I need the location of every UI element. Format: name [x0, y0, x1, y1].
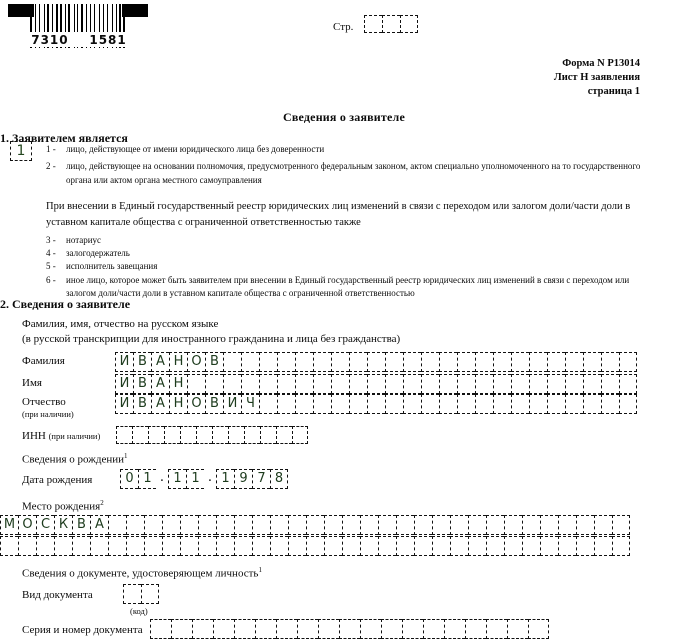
input-cell[interactable]: А [151, 352, 169, 372]
input-cell[interactable] [450, 515, 468, 535]
input-cell[interactable] [583, 374, 601, 394]
input-cell[interactable] [295, 394, 313, 414]
option-5-text[interactable]: исполнитель завещания [66, 261, 158, 271]
birthplace-label-text: Место рождения [22, 500, 101, 513]
input-cell[interactable] [90, 536, 108, 556]
input-cell[interactable] [367, 394, 385, 414]
input-cell[interactable] [306, 515, 324, 535]
input-cell[interactable] [507, 619, 528, 639]
input-cell[interactable] [486, 619, 507, 639]
input-cell[interactable] [144, 536, 162, 556]
input-cell[interactable] [54, 536, 72, 556]
input-cell[interactable] [576, 515, 594, 535]
input-cell[interactable] [493, 352, 511, 372]
doc-type-input[interactable] [123, 584, 159, 604]
input-cell[interactable] [385, 394, 403, 414]
barcode-digits-left: 7310 [31, 33, 69, 47]
input-cell[interactable] [522, 536, 540, 556]
input-cell[interactable] [276, 619, 297, 639]
input-cell[interactable] [141, 584, 159, 604]
input-cell[interactable] [414, 515, 432, 535]
input-cell[interactable] [432, 515, 450, 535]
input-cell[interactable] [213, 619, 234, 639]
input-cell[interactable] [423, 619, 444, 639]
doc-series-input[interactable] [150, 619, 549, 639]
date-cell[interactable]: 7 [252, 469, 270, 489]
input-cell[interactable]: И [115, 394, 133, 414]
input-cell[interactable] [565, 374, 583, 394]
fio-note-line2: (в русской транскрипции для иностранного гражданина и лица без гражданства) [22, 333, 401, 345]
input-cell[interactable] [468, 515, 486, 535]
input-cell[interactable] [342, 536, 360, 556]
input-cell[interactable] [288, 536, 306, 556]
inn-sub-label: (при наличии) [48, 431, 101, 441]
form-page-number: страница 1 [587, 86, 640, 97]
input-cell[interactable] [486, 515, 504, 535]
inn-input[interactable] [116, 426, 308, 444]
birthplace-input-line1[interactable] [0, 515, 630, 535]
date-separator: . [207, 470, 213, 485]
doc-section-footnote: 1 [258, 566, 262, 574]
input-cell[interactable] [475, 352, 493, 372]
input-cell[interactable] [234, 515, 252, 535]
input-cell[interactable] [212, 426, 228, 444]
patronymic-label: Отчество [22, 396, 66, 408]
input-cell[interactable]: Н [169, 374, 187, 394]
input-cell[interactable] [619, 394, 637, 414]
input-cell[interactable]: О [187, 394, 205, 414]
input-cell[interactable]: К [54, 515, 72, 535]
input-cell[interactable] [529, 352, 547, 372]
input-cell[interactable] [162, 536, 180, 556]
option-1-num: 1 - [46, 144, 56, 154]
input-cell[interactable] [529, 374, 547, 394]
input-cell[interactable] [403, 394, 421, 414]
input-cell[interactable] [465, 619, 486, 639]
input-cell[interactable] [594, 515, 612, 535]
doc-section-label-text: Сведения о документе, удостоверяющем личность [22, 567, 259, 580]
input-cell[interactable] [349, 394, 367, 414]
birthdate-label: Дата рождения [22, 474, 93, 486]
input-cell[interactable]: А [90, 515, 108, 535]
input-cell[interactable] [228, 426, 244, 444]
doc-series-label: Серия и номер документа [22, 624, 143, 636]
form-sheet: Лист Н заявления [553, 72, 640, 83]
input-cell[interactable]: Н [169, 352, 187, 372]
input-cell[interactable] [475, 394, 493, 414]
input-cell[interactable] [439, 374, 457, 394]
input-cell[interactable] [403, 352, 421, 372]
option-2-text-cont: органа или актом органа местного самоуправления [66, 175, 262, 185]
input-cell[interactable] [558, 515, 576, 535]
input-cell[interactable] [216, 515, 234, 535]
input-cell[interactable] [223, 352, 241, 372]
input-cell[interactable]: В [133, 394, 151, 414]
input-cell[interactable] [18, 536, 36, 556]
barcode-digits-right: 1581 [89, 33, 127, 47]
input-cell[interactable] [457, 394, 475, 414]
input-cell[interactable] [277, 352, 295, 372]
date-cell[interactable]: 0 [120, 469, 138, 489]
date-cell[interactable]: 1 [186, 469, 204, 489]
input-cell[interactable]: В [133, 374, 151, 394]
firstname-label: Имя [22, 377, 42, 389]
input-cell[interactable] [324, 515, 342, 535]
option-3-num: 3 - [46, 235, 56, 245]
input-cell[interactable] [126, 536, 144, 556]
input-cell[interactable] [540, 515, 558, 535]
surname-label: Фамилия [22, 355, 65, 367]
input-cell[interactable] [132, 426, 148, 444]
input-cell[interactable] [511, 394, 529, 414]
input-cell[interactable] [255, 619, 276, 639]
input-cell[interactable] [504, 536, 522, 556]
barcode-digits [30, 32, 128, 47]
date-cell[interactable]: 1 [216, 469, 234, 489]
input-cell[interactable] [403, 374, 421, 394]
input-cell[interactable] [148, 426, 164, 444]
input-cell[interactable] [297, 619, 318, 639]
birth-info-footnote: 1 [123, 452, 128, 460]
input-cell[interactable] [396, 515, 414, 535]
section1-paragraph-line2: уставном капитале общества с ограниченной ответственностью также [46, 217, 361, 228]
option-6-text[interactable]: иное лицо, которое может быть заявителем при внесении в Единый государственный реестр юридических лиц изменений в связи с переходом или [66, 275, 630, 285]
birthdate-input[interactable] [120, 469, 288, 489]
input-cell[interactable] [522, 515, 540, 535]
doc-type-label: Вид документа [22, 589, 93, 601]
input-cell[interactable] [381, 619, 402, 639]
input-cell[interactable] [277, 374, 295, 394]
doc-type-kod-label: (код) [130, 606, 148, 616]
input-cell[interactable] [108, 536, 126, 556]
input-cell[interactable] [385, 352, 403, 372]
input-cell[interactable]: В [72, 515, 90, 535]
input-cell[interactable] [493, 394, 511, 414]
input-cell[interactable]: О [18, 515, 36, 535]
input-cell[interactable] [187, 374, 205, 394]
input-cell[interactable] [396, 536, 414, 556]
input-cell[interactable] [331, 374, 349, 394]
input-cell[interactable] [378, 536, 396, 556]
input-cell[interactable] [385, 374, 403, 394]
input-cell[interactable] [511, 374, 529, 394]
input-cell[interactable]: О [187, 352, 205, 372]
input-cell[interactable]: С [36, 515, 54, 535]
inn-label [22, 430, 100, 442]
option-4-text[interactable]: залогодержатель [66, 248, 130, 258]
input-cell[interactable] [276, 426, 292, 444]
surname-input[interactable] [115, 352, 637, 372]
input-cell[interactable] [583, 394, 601, 414]
option-6-text-cont: залогом доли/части доли в уставном капитале общества с ограниченной ответственностью [66, 288, 415, 298]
birth-info-label-text: Сведения о рождении [22, 453, 124, 466]
input-cell[interactable]: А [151, 374, 169, 394]
input-cell[interactable] [349, 352, 367, 372]
input-cell[interactable] [421, 352, 439, 372]
input-cell[interactable] [400, 15, 418, 33]
input-cell[interactable] [108, 515, 126, 535]
input-cell[interactable] [180, 515, 198, 535]
input-cell[interactable]: В [205, 394, 223, 414]
input-cell[interactable] [331, 394, 349, 414]
input-cell[interactable] [414, 536, 432, 556]
input-cell[interactable] [252, 536, 270, 556]
inn-label-text: ИНН [22, 430, 46, 442]
input-cell[interactable] [594, 536, 612, 556]
input-cell[interactable] [288, 515, 306, 535]
form-number: Форма N Р13014 [562, 58, 640, 69]
input-cell[interactable] [198, 515, 216, 535]
input-cell[interactable] [324, 536, 342, 556]
input-cell[interactable] [198, 536, 216, 556]
input-cell[interactable] [36, 536, 54, 556]
input-cell[interactable] [601, 374, 619, 394]
doc-section-label [22, 566, 262, 580]
input-cell[interactable] [295, 352, 313, 372]
input-cell[interactable] [339, 619, 360, 639]
input-cell[interactable] [547, 352, 565, 372]
option-5-num: 5 - [46, 261, 56, 271]
input-cell[interactable] [150, 619, 171, 639]
input-cell[interactable]: В [133, 352, 151, 372]
input-cell[interactable] [241, 352, 259, 372]
option-2-text[interactable]: лицо, действующее на основании полномочия, предусмотренного федеральным законом, актом специально уполномоченного на то государственного [66, 161, 641, 171]
input-cell[interactable] [162, 515, 180, 535]
input-cell[interactable] [439, 352, 457, 372]
input-cell[interactable] [367, 352, 385, 372]
input-cell[interactable] [360, 536, 378, 556]
input-cell[interactable] [244, 426, 260, 444]
input-cell[interactable] [313, 352, 331, 372]
birthplace-input-line2[interactable] [0, 536, 630, 556]
patronymic-input[interactable] [115, 394, 637, 414]
input-cell[interactable]: М [0, 515, 18, 535]
option-6-num: 6 - [46, 275, 56, 285]
input-cell[interactable]: И [115, 352, 133, 372]
input-cell[interactable] [116, 426, 132, 444]
input-cell[interactable] [619, 352, 637, 372]
input-cell[interactable] [259, 352, 277, 372]
firstname-input[interactable] [115, 374, 637, 394]
input-cell[interactable] [295, 374, 313, 394]
input-cell[interactable] [364, 15, 382, 33]
input-cell[interactable] [126, 515, 144, 535]
input-cell[interactable] [382, 15, 400, 33]
input-cell[interactable] [360, 619, 381, 639]
input-cell[interactable] [123, 584, 141, 604]
input-cell[interactable] [180, 536, 198, 556]
section1-paragraph-line1: При внесении в Единый государственный реестр юридических лиц изменений в связи с переходом или залогом доли/части доли в [46, 201, 631, 212]
input-cell[interactable] [540, 536, 558, 556]
input-cell[interactable] [421, 394, 439, 414]
page-number-label: Стр. [333, 21, 354, 33]
input-cell[interactable] [252, 515, 270, 535]
page-title: Сведения о заявителе [282, 110, 406, 124]
input-cell[interactable] [504, 515, 522, 535]
input-cell[interactable]: А [151, 394, 169, 414]
input-cell[interactable] [360, 515, 378, 535]
input-cell[interactable] [565, 352, 583, 372]
input-cell[interactable] [292, 426, 308, 444]
option-3-text[interactable]: нотариус [66, 235, 102, 245]
input-cell[interactable] [260, 426, 276, 444]
birthplace-footnote: 2 [100, 499, 104, 507]
input-cell[interactable] [558, 536, 576, 556]
input-cell[interactable] [450, 536, 468, 556]
input-cell[interactable]: В [205, 352, 223, 372]
input-cell[interactable] [331, 352, 349, 372]
date-cell[interactable]: 1 [138, 469, 156, 489]
input-cell[interactable] [196, 426, 212, 444]
date-cell[interactable]: 8 [270, 469, 288, 489]
date-separator: . [159, 470, 165, 485]
input-cell[interactable]: Ч [241, 394, 259, 414]
option-2-num: 2 - [46, 161, 56, 171]
input-cell[interactable] [241, 374, 259, 394]
input-cell[interactable] [601, 352, 619, 372]
input-cell[interactable] [511, 352, 529, 372]
input-cell[interactable]: Н [169, 394, 187, 414]
input-cell[interactable] [619, 374, 637, 394]
input-cell[interactable] [164, 426, 180, 444]
input-cell[interactable] [259, 394, 277, 414]
date-cell[interactable]: 1 [168, 469, 186, 489]
section2-heading: 2. Сведения о заявителе [0, 297, 131, 311]
input-cell[interactable] [342, 515, 360, 535]
input-cell[interactable] [313, 374, 331, 394]
input-cell[interactable] [576, 536, 594, 556]
barcode [8, 4, 148, 47]
input-cell[interactable] [493, 374, 511, 394]
input-cell[interactable] [259, 374, 277, 394]
input-cell[interactable] [306, 536, 324, 556]
input-cell[interactable] [421, 374, 439, 394]
input-cell[interactable] [457, 352, 475, 372]
birthplace-label [22, 499, 104, 513]
input-cell[interactable]: И [115, 374, 133, 394]
input-cell[interactable] [612, 536, 630, 556]
section1-heading: 1. Заявителем является [0, 131, 128, 145]
birth-info-label [22, 452, 127, 466]
input-cell[interactable] [223, 374, 241, 394]
input-cell[interactable] [547, 374, 565, 394]
input-cell[interactable] [528, 619, 549, 639]
input-cell[interactable] [234, 536, 252, 556]
input-cell[interactable] [529, 394, 547, 414]
input-cell[interactable] [0, 536, 18, 556]
input-cell[interactable] [601, 394, 619, 414]
input-cell[interactable] [270, 515, 288, 535]
input-cell[interactable] [318, 619, 339, 639]
fio-note-line1: Фамилия, имя, отчество на русском языке [22, 318, 219, 330]
input-cell[interactable] [277, 394, 295, 414]
input-cell[interactable] [192, 619, 213, 639]
input-cell[interactable] [583, 352, 601, 372]
input-cell[interactable] [144, 515, 162, 535]
input-cell[interactable] [313, 394, 331, 414]
input-cell[interactable] [171, 619, 192, 639]
input-cell[interactable] [565, 394, 583, 414]
input-cell[interactable] [432, 536, 450, 556]
input-cell[interactable]: И [223, 394, 241, 414]
input-cell[interactable] [439, 394, 457, 414]
page-number-cells[interactable] [364, 15, 418, 33]
input-cell[interactable] [468, 536, 486, 556]
input-cell[interactable] [216, 536, 234, 556]
input-cell[interactable] [180, 426, 196, 444]
input-cell[interactable] [547, 394, 565, 414]
input-cell[interactable] [486, 536, 504, 556]
input-cell[interactable] [349, 374, 367, 394]
patronymic-sub-label: (при наличии) [22, 409, 74, 419]
input-cell[interactable] [72, 536, 90, 556]
input-cell[interactable] [444, 619, 465, 639]
input-cell[interactable] [270, 536, 288, 556]
option-4-num: 4 - [46, 248, 56, 258]
input-cell[interactable] [475, 374, 493, 394]
input-cell[interactable] [612, 515, 630, 535]
input-cell[interactable] [378, 515, 396, 535]
option-1-text[interactable]: лицо, действующее от имени юридического лица без доверенности [66, 144, 325, 154]
input-cell[interactable] [234, 619, 255, 639]
applicant-type-select[interactable]: 1 [10, 141, 32, 161]
input-cell[interactable] [402, 619, 423, 639]
date-cell[interactable]: 9 [234, 469, 252, 489]
input-cell[interactable] [367, 374, 385, 394]
input-cell[interactable] [205, 374, 223, 394]
input-cell[interactable] [457, 374, 475, 394]
